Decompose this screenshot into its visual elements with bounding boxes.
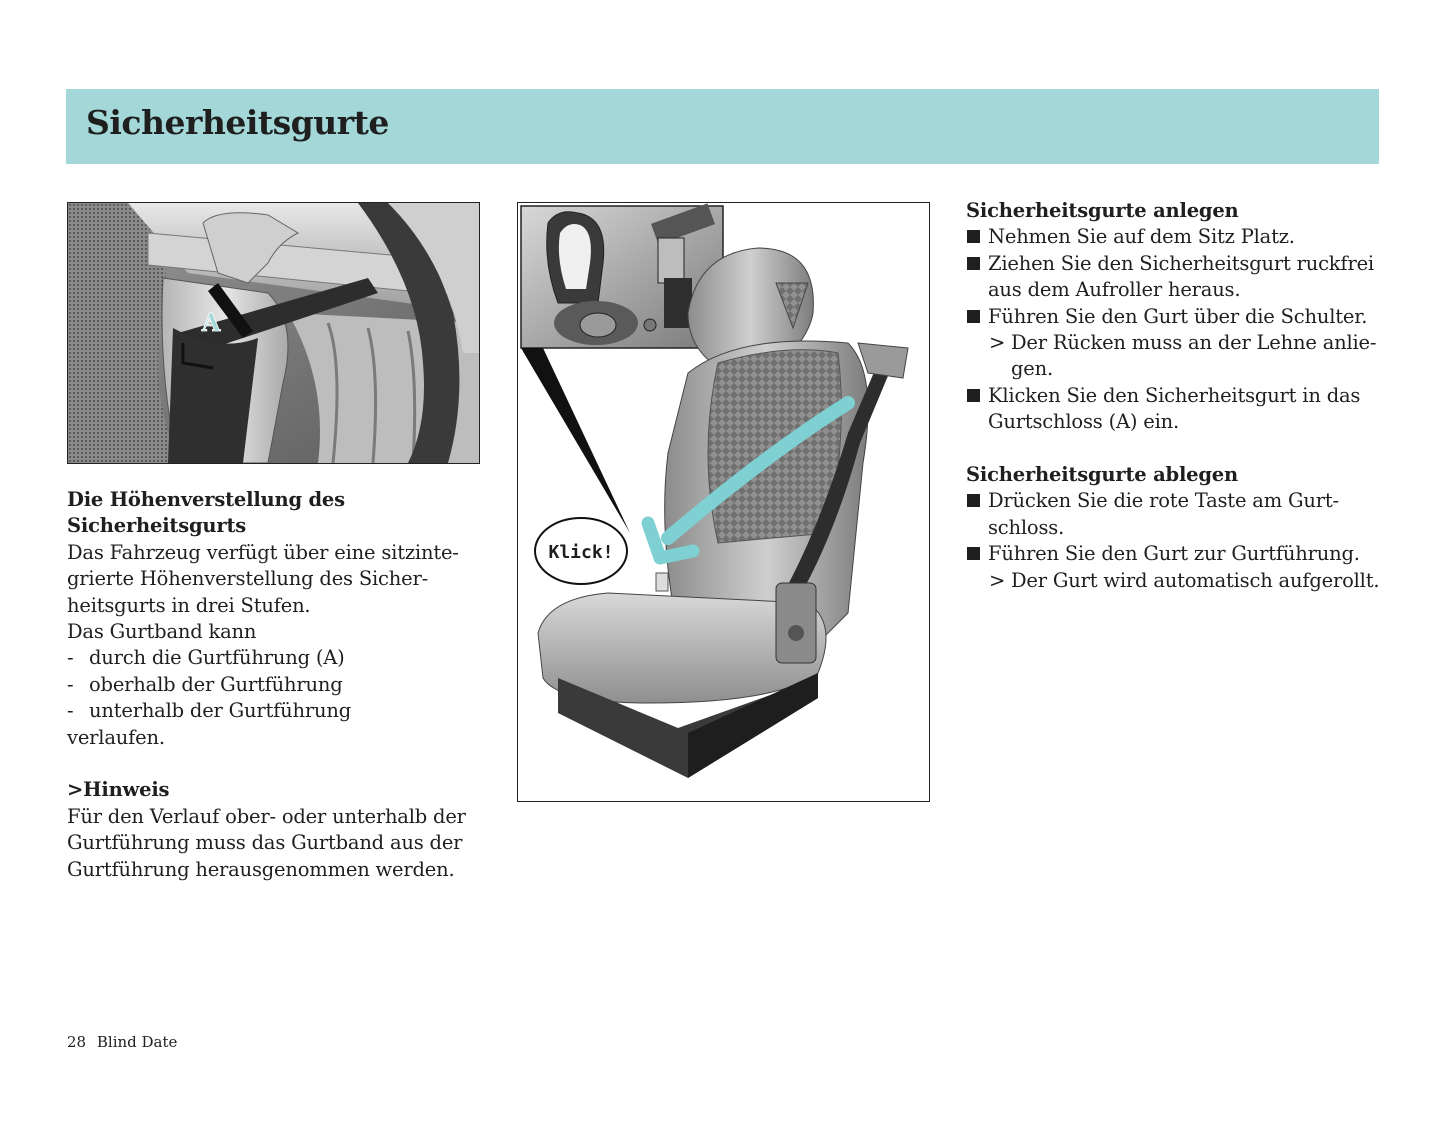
result-item [966, 568, 1396, 594]
seatbelt-instructions [966, 198, 1396, 594]
bullet-square-icon [967, 310, 980, 323]
list-item-text: Führen Sie den Gurt über die Schulter. [988, 304, 1368, 328]
list-item-text: Drücken Sie die rote Taste am Gurt- [988, 489, 1339, 513]
list-item-cont [966, 409, 1396, 435]
list-item-text: durch die Gurtführung (A) [89, 646, 345, 670]
list-item-text: Ziehen Sie den Sicherheitsgurt ruckfrei [988, 251, 1374, 275]
unfasten-heading: Sicherheitsgurte ablegen [966, 463, 1238, 487]
list-item [966, 488, 1396, 514]
bullet-square-icon [967, 389, 980, 402]
result-arrow-icon: > [989, 331, 1006, 355]
bullet-square-icon [967, 257, 980, 270]
list-item [966, 541, 1396, 567]
result-item-cont [966, 356, 1396, 382]
list-item-cont [966, 515, 1396, 541]
list-item-text: Nehmen Sie auf dem Sitz Platz. [988, 225, 1295, 249]
section-header-bar [66, 89, 1379, 164]
list-item-text: Führen Sie den Gurt zur Gurtführung. [988, 542, 1360, 566]
fasten-heading: Sicherheitsgurte anlegen [966, 199, 1239, 222]
section-heading: Die Höhenverstellung des [67, 488, 345, 511]
list-item-text: Gurtschloss (A) ein. [988, 410, 1180, 434]
dash-marker: - [67, 699, 74, 723]
page-number: 28 [67, 1033, 87, 1051]
list-item [67, 698, 487, 724]
list-item-text: schloss. [988, 515, 1065, 539]
bullet-square-icon [967, 547, 980, 560]
text-line: heitsgurts in drei Stufen. [67, 593, 311, 617]
list-item [966, 304, 1396, 330]
list-item [67, 645, 487, 671]
result-text: Der Rücken muss an der Lehne anlie- [1011, 331, 1377, 355]
bullet-square-icon [967, 230, 980, 243]
note-heading: >Hinweis [67, 778, 170, 802]
result-item [966, 330, 1396, 356]
text-line: grierte Höhenverstellung des Sicher- [67, 567, 428, 591]
page-title: Sicherheitsgurte [86, 103, 389, 142]
list-item-text: unterhalb der Gurtführung [89, 699, 352, 723]
seat-buckle-illustration [517, 202, 930, 802]
list-item-text: Klicken Sie den Sicherheitsgurt in das [988, 383, 1361, 407]
list-item [966, 383, 1396, 409]
text-line: Das Gurtband kann [67, 620, 257, 644]
belt-guide-illustration [67, 202, 480, 464]
list-item-text: aus dem Aufroller heraus. [988, 278, 1241, 302]
note-line: Für den Verlauf ober- oder unterhalb der [67, 804, 466, 828]
text-line: verlaufen. [67, 725, 165, 749]
klick-callout: Klick! [548, 542, 614, 563]
label-a-marker: A [201, 308, 221, 337]
result-text: Der Gurt wird automatisch aufgerollt. [1011, 568, 1380, 592]
list-item-text: oberhalb der Gurtführung [89, 672, 343, 696]
page-footer [67, 1033, 177, 1051]
result-text: gen. [1011, 357, 1053, 381]
bullet-square-icon [967, 494, 980, 507]
dash-marker: - [67, 672, 74, 696]
result-arrow-icon: > [989, 568, 1006, 592]
list-item [966, 251, 1396, 277]
height-adjustment-section [67, 487, 487, 883]
list-item [966, 224, 1396, 250]
section-heading-cont: Sicherheitsgurts [67, 514, 247, 538]
text-line: Das Fahrzeug verfügt über eine sitzinte- [67, 540, 459, 564]
note-line: Gurtführung muss das Gurtband aus der [67, 831, 463, 855]
document-title: Blind Date [96, 1033, 178, 1051]
note-line: Gurtführung herausgenommen werden. [67, 857, 455, 881]
list-item [67, 672, 487, 698]
list-item-cont [966, 277, 1396, 303]
dash-marker: - [67, 646, 74, 670]
